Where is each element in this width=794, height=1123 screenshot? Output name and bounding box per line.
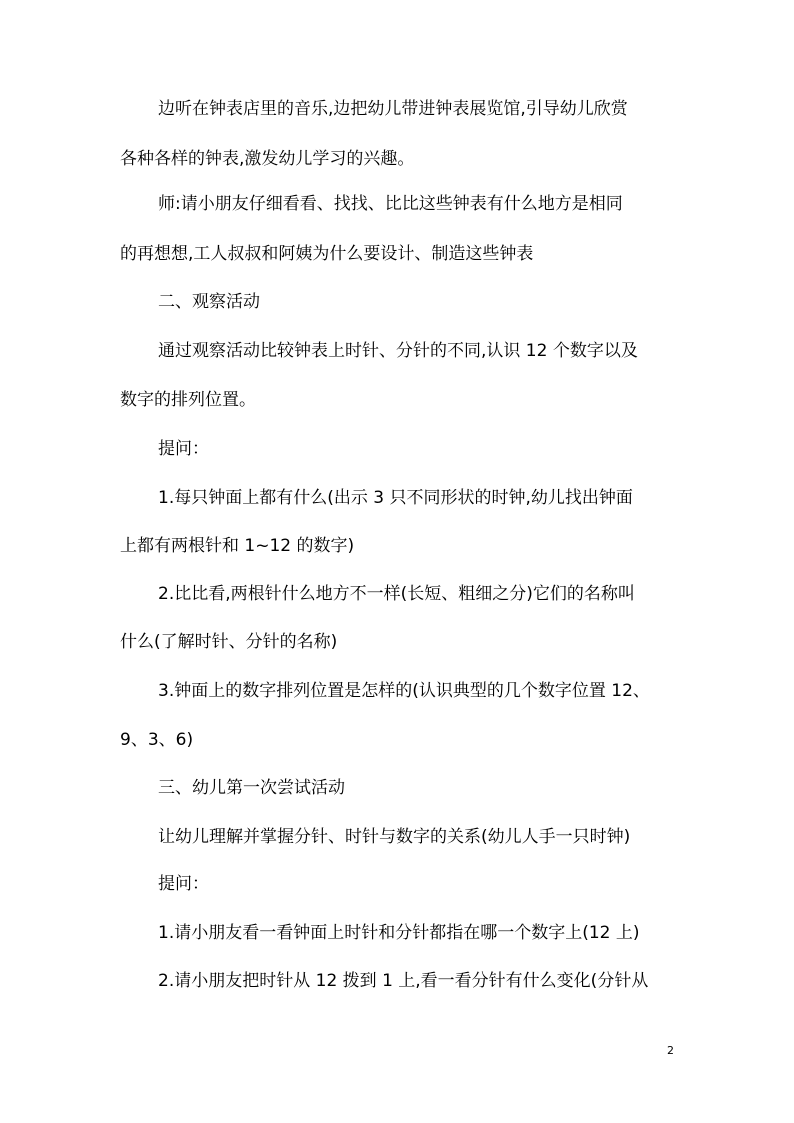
paragraph-line-6: 通过观察活动比较钟表上时针、分针的不同,认识 12 个数字以及 [158,341,638,361]
paragraph-line-2: 各种各样的钟表,激发幼儿学习的兴趣。 [120,149,415,169]
paragraph-line-7: 数字的排列位置。 [120,390,256,410]
question-item-3: 3.钟面上的数字排列位置是怎样的(认识典型的几个数字位置 12、 [158,681,650,701]
page-number: 2 [667,1044,674,1057]
question-item-1: 1.每只钟面上都有什么(出示 3 只不同形状的时钟,幼儿找出钟面 [158,488,633,508]
section-heading-first-trial: 三、幼儿第一次尝试活动 [158,778,345,798]
paragraph-line-16: 让幼儿理解并掌握分针、时针与数字的关系(幼儿人手一只时钟) [158,827,631,847]
trial-question-2: 2.请小朋友把时针从 12 拨到 1 上,看一看分针有什么变化(分针从 [158,971,649,991]
paragraph-line-4: 的再想想,工人叔叔和阿姨为什么要设计、制造这些钟表 [120,244,534,264]
paragraph-line-1: 边听在钟表店里的音乐,边把幼儿带进钟表展览馆,引导幼儿欣赏 [158,99,628,119]
question-item-3-cont: 9、3、6) [120,730,194,750]
question-label-2: 提问： [158,874,209,894]
question-item-2: 2.比比看,两根针什么地方不一样(长短、粗细之分)它们的名称叫 [158,584,635,604]
question-item-1-cont: 上都有两根针和 1~12 的数字) [120,536,355,556]
question-label-1: 提问： [158,439,209,459]
question-item-2-cont: 什么(了解时针、分针的名称) [120,632,338,652]
trial-question-1: 1.请小朋友看一看钟面上时针和分针都指在哪一个数字上(12 上) [158,923,640,943]
paragraph-line-3: 师:请小朋友仔细看看、找找、比比这些钟表有什么地方是相同 [158,194,623,214]
section-heading-observation: 二、观察活动 [158,292,260,312]
